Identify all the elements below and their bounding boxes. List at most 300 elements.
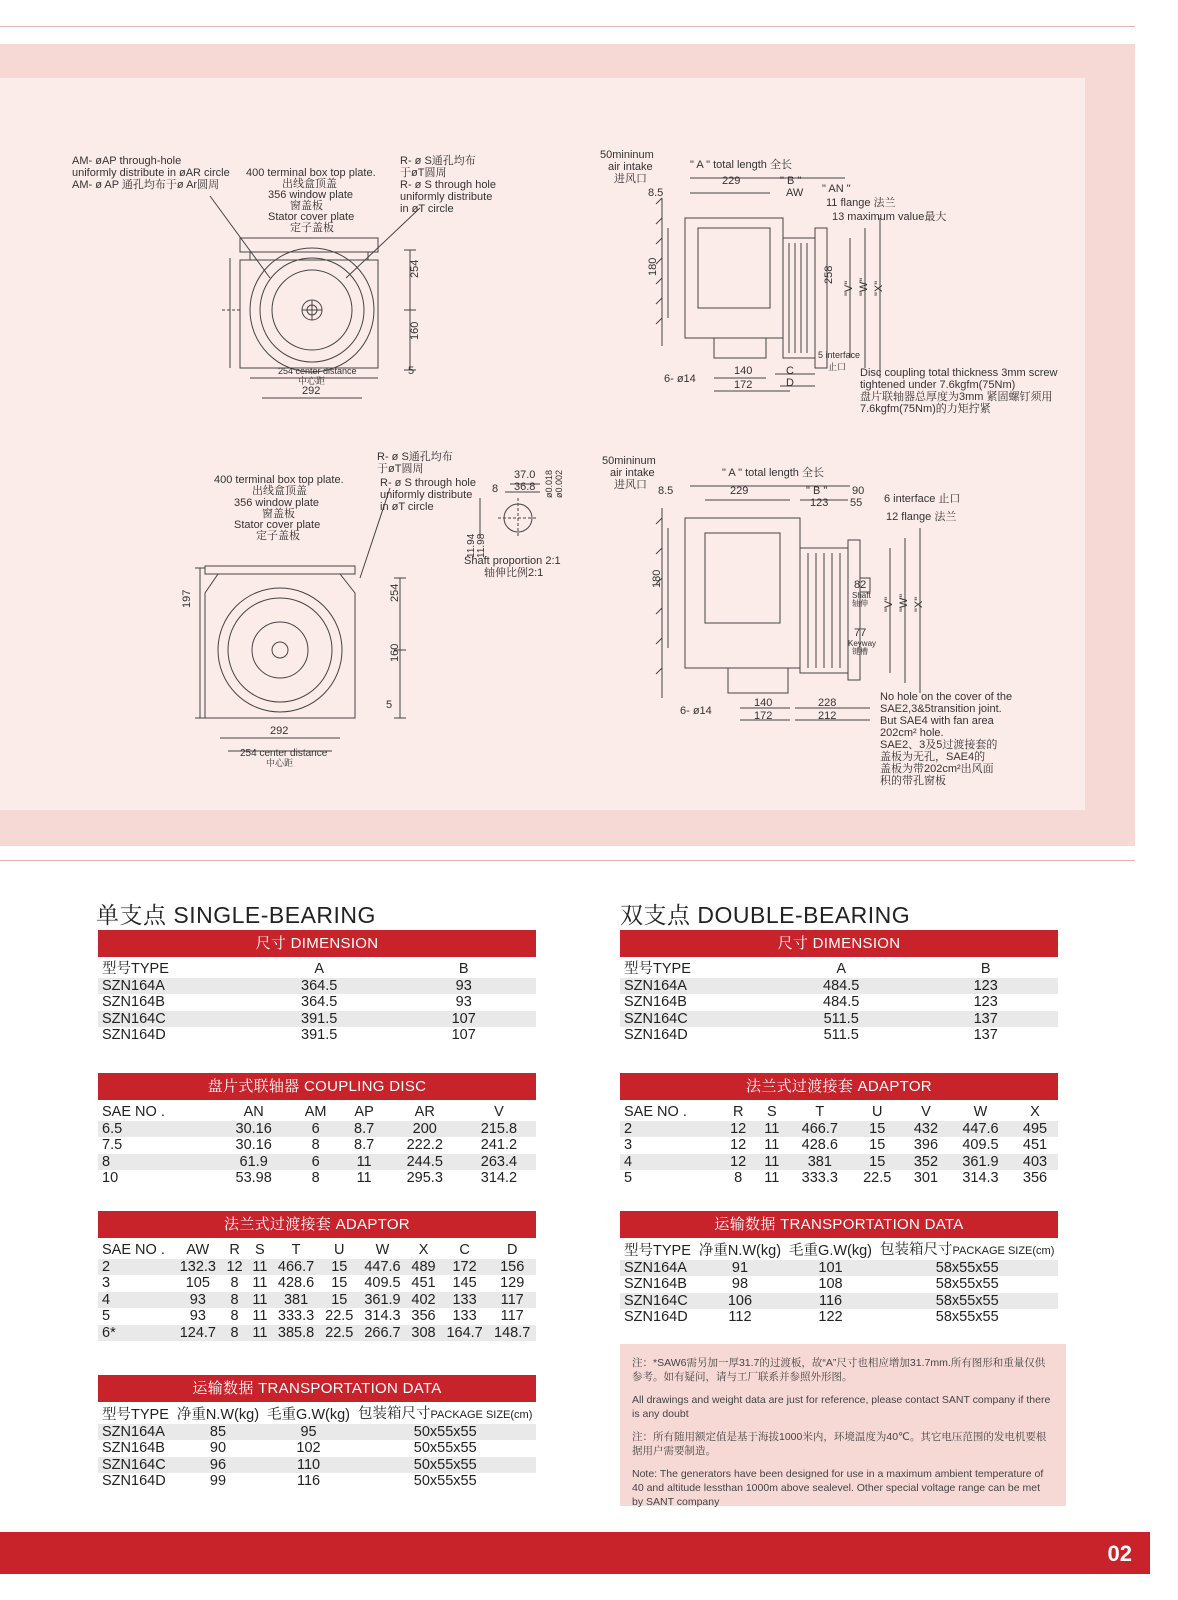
table-cell: SZN164D xyxy=(624,1027,688,1043)
shaft-dim: ø0.018 xyxy=(544,469,554,498)
table-cell: SZN164C xyxy=(624,1010,688,1027)
db-dimension-grid xyxy=(620,961,1058,1044)
d2-dim: "X" xyxy=(873,280,885,296)
table-cell: 356 xyxy=(411,1308,436,1324)
table-cell: 11 xyxy=(356,1153,372,1170)
d4-dim: 229 xyxy=(730,485,749,497)
table-cell: SZN164D xyxy=(102,1473,166,1489)
d4-dim: 140 xyxy=(754,697,773,709)
d1-label: 中心距 xyxy=(298,376,326,386)
d1-label: in øT circle xyxy=(400,203,454,215)
table-cell: 93 xyxy=(455,994,472,1010)
table-cell: 451 xyxy=(1022,1137,1048,1153)
table-cell: 8 xyxy=(230,1291,239,1308)
table-cell: 495 xyxy=(1022,1120,1048,1137)
table-header-row xyxy=(98,1242,536,1259)
table-cell: 4 xyxy=(102,1291,111,1308)
d2-dim: 180 xyxy=(647,257,659,276)
table-cell: 511.5 xyxy=(823,1010,859,1027)
table-cell: 484.5 xyxy=(823,994,860,1010)
table-cell: SZN164B xyxy=(102,994,165,1010)
table-cell: 108 xyxy=(818,1276,843,1292)
table-cell: 98 xyxy=(731,1276,749,1292)
table-header-row xyxy=(98,1104,536,1121)
d1-label: 254 center distance xyxy=(278,366,357,376)
table-cell: 91 xyxy=(731,1259,749,1276)
column-header: D xyxy=(488,1242,536,1259)
table-cell: 99 xyxy=(209,1473,227,1489)
table-cell: 107 xyxy=(451,1010,476,1027)
table-cell: 11 xyxy=(764,1153,780,1170)
d2-dim: "V" xyxy=(843,280,855,296)
d1-label: 356 window plate xyxy=(268,189,354,201)
table-cell: 391.5 xyxy=(301,1010,338,1027)
table-cell: 172 xyxy=(452,1258,477,1275)
table-cell: SZN164B xyxy=(624,994,687,1010)
d2-dim: 229 xyxy=(722,175,741,187)
table-row xyxy=(98,1275,536,1292)
d4-dim: 77 xyxy=(854,627,867,639)
d2-label: 进风口 xyxy=(614,173,647,185)
table-cell: 295.3 xyxy=(406,1170,443,1186)
table-cell: 12 xyxy=(226,1258,243,1275)
table-cell: 22.5 xyxy=(863,1170,892,1186)
d4-dim: 123 xyxy=(810,497,829,509)
d4-dim: 180 xyxy=(651,569,663,588)
table-cell: 112 xyxy=(728,1309,752,1325)
table-cell: 8 xyxy=(230,1275,239,1291)
table-cell: 93 xyxy=(189,1291,206,1308)
table-cell: 428.6 xyxy=(277,1275,315,1291)
d2-label: " A " total length 全长 xyxy=(690,159,792,171)
column-header: 净重N.W(kg) xyxy=(173,1406,263,1424)
table-cell: 110 xyxy=(296,1456,321,1473)
table-cell: 215.8 xyxy=(480,1120,518,1137)
column-header: AW xyxy=(174,1242,222,1259)
table-row xyxy=(98,1121,536,1138)
table-cell: 93 xyxy=(455,977,472,994)
table-cell: SZN164A xyxy=(102,977,165,994)
db-transport-table xyxy=(620,1211,1058,1326)
note-text: Note: The generators have been designed for use in a maximum ambient temperature of 40 and altitude lessthan 1000m above sealevel. Other special voltage range can be met by SANT company xyxy=(632,1468,1044,1508)
table-cell: 93 xyxy=(189,1308,206,1324)
table-header-row xyxy=(620,1104,1058,1121)
table-header-row xyxy=(620,961,1058,978)
db-adaptor-grid xyxy=(620,1104,1058,1187)
table-cell: 333.3 xyxy=(277,1308,315,1324)
drawing-panel xyxy=(0,44,1135,846)
table-row xyxy=(98,1440,536,1457)
table-cell: 15 xyxy=(331,1258,348,1275)
table-cell: 11 xyxy=(764,1120,780,1137)
d4-label: 6 interface 止口 xyxy=(884,493,961,505)
table-cell: 50x55x55 xyxy=(413,1456,477,1473)
d2-dim: 258 xyxy=(823,265,835,284)
d4-dim: "X" xyxy=(913,596,925,612)
table-header-row xyxy=(98,1406,536,1424)
table-cell: SZN164A xyxy=(624,977,687,994)
table-cell: SZN164B xyxy=(624,1276,687,1292)
table-row xyxy=(620,1293,1058,1310)
table-row xyxy=(98,1011,536,1028)
table-cell: 22.5 xyxy=(325,1324,354,1341)
table-row xyxy=(98,1457,536,1474)
table-cell: 432 xyxy=(913,1120,939,1137)
d1-dim: 254 xyxy=(409,259,421,278)
d1-label: R- ø S through hole xyxy=(400,179,496,191)
d1-label: uniformly distribute in øAR circle xyxy=(72,167,230,179)
column-header: 型号TYPE xyxy=(98,961,247,978)
d1-label: AM- ø AP 通孔均布于ø Ar圆周 xyxy=(72,179,220,191)
shaft-label: Shaft proportion 2:1 xyxy=(464,555,561,567)
table-cell: 308 xyxy=(411,1324,436,1341)
d3-label: Stator cover plate xyxy=(234,519,321,531)
d4-label: air intake xyxy=(610,467,655,479)
column-header: AR xyxy=(388,1104,462,1121)
sb-dimension-header: 尺寸 DIMENSION xyxy=(98,930,536,957)
table-cell: SZN164A xyxy=(102,1423,165,1440)
d4-dim: 8.5 xyxy=(658,485,674,497)
column-header: U xyxy=(320,1242,359,1259)
d4-dim: "V" xyxy=(883,596,895,612)
table-cell: SZN164D xyxy=(624,1309,688,1325)
table-cell: 11 xyxy=(764,1170,780,1186)
shaft-dim: 11.94 xyxy=(466,533,477,558)
d2-dim: D xyxy=(786,377,794,389)
table-cell: 137 xyxy=(973,1027,998,1043)
d2-label: 11 flange 法兰 xyxy=(826,197,896,209)
d4-label: 202cm² hole. xyxy=(880,727,944,739)
table-cell: 145 xyxy=(452,1275,477,1291)
table-cell: 403 xyxy=(1022,1153,1048,1170)
d2-dim: AW xyxy=(786,187,804,199)
d4-label: 盖板为带202cm²出风面 xyxy=(880,763,994,775)
table-cell: 447.6 xyxy=(962,1120,999,1137)
table-cell: 12 xyxy=(730,1153,747,1170)
column-header: W xyxy=(359,1242,407,1259)
column-header: 净重N.W(kg) xyxy=(695,1242,785,1260)
note-text: 注：*SAW6需另加一厚31.7的过渡板，故“A”尺寸也相应增加31.7mm.所有图形和重量仅供参考。如有疑问，请与工厂联系并参照外形图。 xyxy=(632,1357,1046,1383)
note-text: 注：所有随用额定值是基于海拔1000米内，环境温度为40℃。其它电压范围的发电机要根据用户需要制造。 xyxy=(632,1431,1047,1457)
d3-label: R- ø S通孔均布 xyxy=(377,451,453,463)
table-cell: 447.6 xyxy=(364,1258,401,1275)
table-row xyxy=(98,1325,536,1342)
shaft-dim: 36.8 xyxy=(514,481,536,493)
d2-label: 5 interface xyxy=(818,350,861,360)
table-cell: SZN164A xyxy=(624,1259,687,1276)
table-cell: 301 xyxy=(913,1170,939,1186)
page-number: 02 xyxy=(1107,1541,1132,1566)
d3-dim: 292 xyxy=(270,725,289,737)
d3-label: uniformly distribute xyxy=(380,489,473,501)
shaft-dim: 37.0 xyxy=(514,469,536,481)
d2-label: 止口 xyxy=(828,362,847,372)
d2-label: Disc coupling total thickness 3mm screw xyxy=(860,367,1058,379)
d3-dim: 197 xyxy=(181,589,193,608)
table-cell: 133 xyxy=(452,1308,477,1324)
db-dimension-header: 尺寸 DIMENSION xyxy=(620,930,1058,957)
table-cell: 58x55x55 xyxy=(935,1259,999,1276)
table-cell: 95 xyxy=(300,1423,317,1440)
column-header-en: PACKAGE SIZE(cm) xyxy=(952,1245,1055,1257)
column-header: T xyxy=(788,1104,851,1121)
table-cell: 241.2 xyxy=(480,1137,518,1153)
table-cell: SZN164C xyxy=(102,1010,166,1027)
table-cell: 123 xyxy=(973,977,998,994)
d2-label: air intake xyxy=(608,161,653,173)
table-cell: 8 xyxy=(734,1170,743,1186)
shaft-dim: 11.98 xyxy=(476,533,487,558)
db-adaptor-table xyxy=(620,1073,1058,1187)
d4-label: 50mininum xyxy=(602,455,656,467)
table-cell: 30.16 xyxy=(235,1120,272,1137)
table-cell: 409.5 xyxy=(364,1275,401,1291)
d4-label: 盖板为无孔，SAE4的 xyxy=(880,751,986,763)
table-cell: 101 xyxy=(818,1259,843,1276)
d2-dim: 8.5 xyxy=(648,187,664,199)
sb-coupling-header: 盘片式联轴器 COUPLING DISC xyxy=(98,1073,536,1100)
d4-label: " A " total length 全长 xyxy=(722,467,824,479)
table-cell: 364.5 xyxy=(301,994,338,1010)
table-cell: 30.16 xyxy=(235,1137,272,1153)
sb-adaptor-grid xyxy=(98,1242,536,1341)
double-bearing-title: 双支点 DOUBLE-BEARING xyxy=(620,902,911,928)
d3-label: 于øT圆周 xyxy=(377,463,424,475)
sb-dimension-grid xyxy=(98,961,536,1044)
table-cell: 511.5 xyxy=(823,1027,859,1043)
technical-drawings xyxy=(0,78,1085,810)
column-header: AN xyxy=(217,1104,291,1121)
table-cell: 116 xyxy=(818,1292,843,1309)
d4-dim: 90 xyxy=(852,485,865,497)
d2-label: 13 maximum value最大 xyxy=(832,211,947,223)
table-cell: 15 xyxy=(331,1291,348,1308)
d3-label: R- ø S through hole xyxy=(380,477,476,489)
table-cell: 402 xyxy=(411,1291,436,1308)
column-header: 毛重G.W(kg) xyxy=(263,1406,354,1424)
d1-label: 窗盖板 xyxy=(290,200,323,212)
table-cell: 58x55x55 xyxy=(935,1309,999,1325)
table-cell: SZN164D xyxy=(102,1027,166,1043)
column-header xyxy=(876,1242,1058,1260)
column-header: 型号TYPE xyxy=(98,1406,173,1424)
db-transport-grid xyxy=(620,1242,1058,1326)
d4-label: Shaft xyxy=(852,591,871,600)
table-row xyxy=(98,1308,536,1325)
shaft-label: 轴伸比例2:1 xyxy=(484,567,544,579)
sb-transport-grid xyxy=(98,1406,536,1490)
table-cell: SZN164C xyxy=(624,1292,688,1309)
sb-coupling-grid xyxy=(98,1104,536,1187)
d1-dim: 160 xyxy=(409,321,421,340)
sb-transport-header: 运输数据 TRANSPORTATION DATA xyxy=(98,1375,536,1402)
side-view-double-bearing xyxy=(656,486,920,720)
table-header-row xyxy=(98,961,536,978)
column-header: A xyxy=(769,961,914,978)
table-cell: 96 xyxy=(209,1456,227,1473)
column-header: V xyxy=(903,1104,949,1121)
table-row xyxy=(98,1154,536,1171)
d4-dim: " B " xyxy=(806,485,828,497)
column-header: AM xyxy=(291,1104,341,1121)
table-cell: 11 xyxy=(252,1308,268,1324)
table-cell: 148.7 xyxy=(494,1324,531,1341)
table-cell: 10 xyxy=(102,1170,119,1186)
column-header: S xyxy=(248,1242,273,1259)
d2-dim: C xyxy=(786,365,794,377)
table-row xyxy=(98,1259,536,1276)
table-row xyxy=(620,1260,1058,1277)
d4-dim: 172 xyxy=(754,710,773,722)
column-header: R xyxy=(721,1104,755,1121)
d1-label: R- ø S通孔均布 xyxy=(400,155,476,167)
table-cell: 333.3 xyxy=(801,1170,838,1186)
d2-dim: 172 xyxy=(734,379,753,391)
d2-dim: "W" xyxy=(858,277,870,296)
sb-coupling-table xyxy=(98,1073,536,1187)
table-cell: 466.7 xyxy=(801,1120,838,1137)
column-header: SAE NO . xyxy=(98,1242,174,1259)
table-row xyxy=(98,1292,536,1309)
table-row xyxy=(98,1137,536,1154)
table-row xyxy=(98,1424,536,1441)
footer-bar xyxy=(0,1532,1150,1574)
top-rule xyxy=(0,26,1135,27)
d2-dim: 6- ø14 xyxy=(664,373,696,385)
column-header: B xyxy=(391,961,536,978)
table-cell: 132.3 xyxy=(179,1258,216,1275)
d4-label: But SAE4 with fan area xyxy=(880,715,994,727)
table-cell: 105 xyxy=(185,1275,210,1291)
table-cell: 22.5 xyxy=(325,1308,354,1324)
sb-adaptor-table xyxy=(98,1211,536,1341)
table-cell: 11 xyxy=(356,1170,372,1186)
table-cell: 50x55x55 xyxy=(413,1423,477,1440)
table-cell: 11 xyxy=(252,1275,268,1291)
d4-dim: 228 xyxy=(818,697,837,709)
table-cell: 263.4 xyxy=(480,1153,518,1170)
table-cell: 117 xyxy=(500,1308,524,1324)
table-cell: 8.7 xyxy=(354,1120,375,1137)
d3-label: 356 window plate xyxy=(234,497,320,509)
table-cell: 156 xyxy=(500,1258,525,1275)
table-cell: 102 xyxy=(296,1440,321,1456)
table-cell: 361.9 xyxy=(364,1291,401,1308)
d1-label: 出线盒顶盖 xyxy=(282,178,337,190)
table-cell: 489 xyxy=(411,1258,436,1275)
table-cell: 361.9 xyxy=(962,1153,999,1170)
table-cell: 61.9 xyxy=(239,1153,268,1170)
d3-label: 254 center distance xyxy=(240,748,328,759)
column-header: B xyxy=(913,961,1058,978)
table-cell: 164.7 xyxy=(446,1324,483,1341)
d4-dim: 82 xyxy=(854,579,867,591)
table-header-row xyxy=(620,1242,1058,1260)
db-dimension-table xyxy=(620,930,1058,1044)
table-row xyxy=(620,1027,1058,1044)
table-row xyxy=(620,1121,1058,1138)
table-cell: 5 xyxy=(624,1170,633,1186)
table-cell: 58x55x55 xyxy=(935,1292,999,1309)
table-cell: 451 xyxy=(411,1275,436,1291)
table-cell: SZN164C xyxy=(102,1456,166,1473)
table-cell: 58x55x55 xyxy=(935,1276,999,1292)
table-row xyxy=(620,1276,1058,1293)
d3-label: 窗盖板 xyxy=(262,508,295,520)
table-cell: 391.5 xyxy=(301,1027,338,1043)
d2-label: tightened under 7.6kgfm(75Nm) xyxy=(860,379,1016,391)
column-header xyxy=(354,1406,536,1424)
d4-label: 进风口 xyxy=(614,479,647,491)
d2-dim: " B " xyxy=(780,175,802,187)
mid-rule xyxy=(0,860,1135,861)
table-cell: 15 xyxy=(869,1120,886,1137)
d4-dim: "W" xyxy=(898,593,910,612)
table-row xyxy=(620,1170,1058,1187)
table-cell: 123 xyxy=(973,994,998,1010)
table-cell: 15 xyxy=(331,1275,348,1291)
table-cell: 244.5 xyxy=(406,1153,443,1170)
column-header: SAE NO . xyxy=(620,1104,721,1121)
column-header-cn: 包装箱尺寸 xyxy=(358,1406,431,1422)
d1-label: 于øT圆周 xyxy=(400,167,447,179)
table-row xyxy=(98,994,536,1011)
table-cell: 133 xyxy=(452,1291,477,1308)
table-cell: 2 xyxy=(102,1258,111,1275)
table-row xyxy=(98,1027,536,1044)
table-cell: 356 xyxy=(1022,1170,1048,1186)
d4-label: No hole on the cover of the xyxy=(880,691,1013,703)
table-cell: 8.7 xyxy=(354,1137,375,1153)
column-header: W xyxy=(949,1104,1012,1121)
d1-label: 定子盖板 xyxy=(290,222,334,234)
table-cell: 6* xyxy=(102,1324,116,1341)
table-cell: 396 xyxy=(913,1137,939,1153)
table-row xyxy=(620,1154,1058,1171)
d4-dim: 6- ø14 xyxy=(680,705,712,717)
table-cell: 2 xyxy=(624,1120,633,1137)
column-header: A xyxy=(247,961,392,978)
table-cell: 11 xyxy=(252,1258,268,1275)
table-cell: 11 xyxy=(252,1291,268,1308)
column-header: AP xyxy=(341,1104,388,1121)
column-header: 型号TYPE xyxy=(620,1242,695,1260)
table-cell: 8 xyxy=(230,1308,239,1324)
column-header: V xyxy=(462,1104,536,1121)
d3-label: 中心距 xyxy=(266,758,294,768)
column-header: 毛重G.W(kg) xyxy=(785,1242,876,1260)
d4-label: SAE2、3及5过渡接套的 xyxy=(880,739,998,751)
table-cell: 7.5 xyxy=(102,1137,123,1153)
table-row xyxy=(98,978,536,995)
column-header-cn: 包装箱尺寸 xyxy=(880,1242,953,1258)
d2-dim: " AN " xyxy=(822,183,851,195)
table-cell: 428.6 xyxy=(801,1137,838,1153)
note-text: All drawings and weight data are just for reference, please contact SANT company if there is any doubt xyxy=(632,1394,1051,1420)
d3-label: 400 terminal box top plate. xyxy=(214,474,344,486)
d4-label: Keyway xyxy=(848,639,877,648)
table-cell: 117 xyxy=(500,1291,524,1308)
table-cell: 6 xyxy=(311,1120,320,1137)
table-cell: 5 xyxy=(102,1308,111,1324)
column-header: SAE NO . xyxy=(98,1104,217,1121)
table-cell: 466.7 xyxy=(277,1258,315,1275)
d3-label: in øT circle xyxy=(380,501,434,513)
d1-label: uniformly distribute xyxy=(400,191,493,203)
table-cell: 314.3 xyxy=(962,1170,999,1186)
d4-dim: 212 xyxy=(818,710,837,722)
d2-dim: 140 xyxy=(734,365,753,377)
